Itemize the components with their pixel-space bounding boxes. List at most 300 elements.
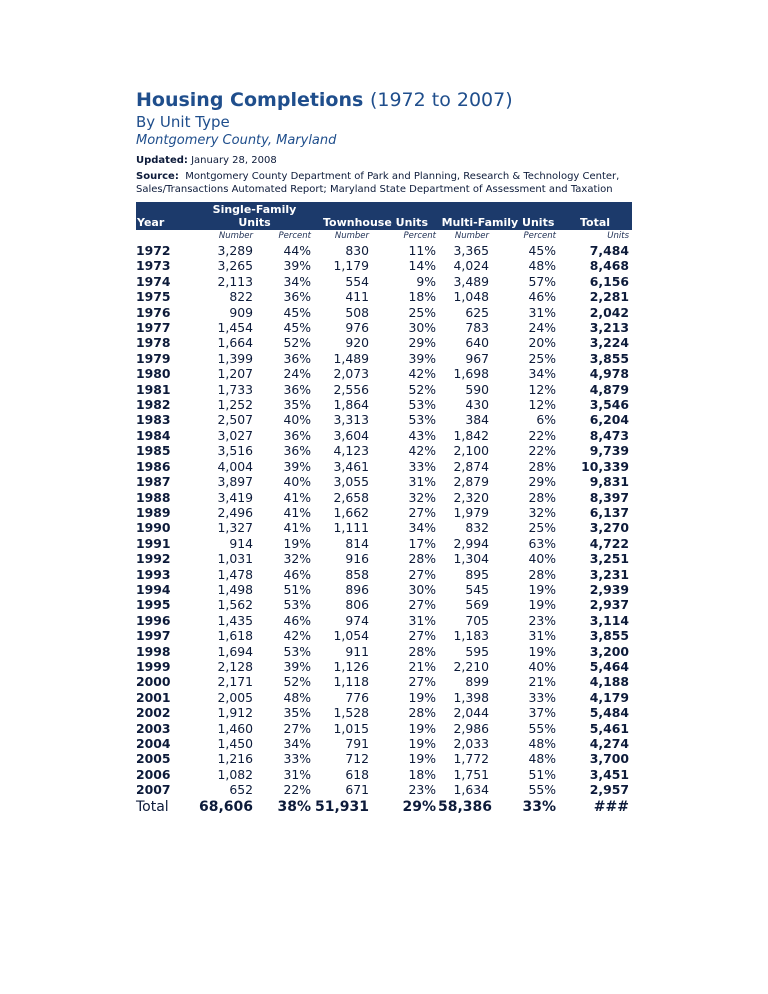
cell-mf-number: 2,100 <box>453 443 489 459</box>
cell-year: 1982 <box>136 397 171 413</box>
cell-th-percent: 19% <box>408 720 436 736</box>
table-row <box>136 397 632 412</box>
cell-mf-percent: 12% <box>528 397 556 413</box>
cell-mf-number: 2,044 <box>453 705 489 721</box>
cell-sf-number: 68,606 <box>198 798 253 815</box>
cell-sf-number: 1,031 <box>217 551 253 567</box>
cell-year: 2005 <box>136 751 171 767</box>
cell-mf-percent: 46% <box>528 289 556 305</box>
cell-th-percent: 23% <box>408 782 436 798</box>
cell-mf-percent: 31% <box>528 304 556 320</box>
cell-mf-number: 1,634 <box>453 782 489 798</box>
table-row <box>136 412 632 427</box>
cell-mf-percent: 25% <box>528 520 556 536</box>
cell-mf-number: 1,751 <box>453 766 489 782</box>
cell-th-percent: 42% <box>408 443 436 459</box>
cell-th-percent: 53% <box>408 412 436 428</box>
cell-year: 1976 <box>136 304 171 320</box>
cell-total-units: 4,274 <box>589 736 629 751</box>
cell-th-percent: 17% <box>408 535 436 551</box>
cell-th-percent: 31% <box>408 474 436 490</box>
cell-sf-number: 1,399 <box>217 350 253 366</box>
cell-mf-number: 640 <box>465 335 489 351</box>
cell-mf-number: 569 <box>465 597 489 613</box>
cell-sf-number: 2,507 <box>217 412 253 428</box>
cell-th-number: 671 <box>345 782 369 798</box>
table-row <box>136 366 632 381</box>
cell-th-percent: 30% <box>408 581 436 597</box>
cell-sf-number: 652 <box>229 782 253 798</box>
cell-mf-number: 4,024 <box>453 258 489 274</box>
cell-th-percent: 11% <box>408 243 436 258</box>
cell-mf-percent: 48% <box>528 258 556 274</box>
table-row <box>136 490 632 505</box>
cell-mf-number: 2,320 <box>453 489 489 505</box>
cell-mf-number: 58,386 <box>438 798 493 815</box>
table-row <box>136 582 632 597</box>
cell-year: 1993 <box>136 566 171 582</box>
cell-th-number: 1,864 <box>333 397 369 413</box>
subheader-number: Number <box>334 231 369 241</box>
cell-sf-number: 1,733 <box>217 381 253 397</box>
subheader-blank <box>136 230 196 243</box>
cell-sf-percent: 24% <box>283 366 311 382</box>
county-name: Montgomery County, Maryland <box>136 133 337 148</box>
cell-th-number: 830 <box>345 243 369 258</box>
cell-sf-number: 3,419 <box>217 489 253 505</box>
cell-sf-percent: 40% <box>283 474 311 490</box>
cell-total-units: 3,700 <box>589 751 629 767</box>
cell-th-number: 806 <box>345 597 369 613</box>
cell-sf-number: 1,460 <box>217 720 253 736</box>
cell-year: 1997 <box>136 628 171 644</box>
cell-total-units: 3,200 <box>589 643 629 659</box>
table-header-row <box>136 202 632 230</box>
cell-year: 2001 <box>136 689 171 705</box>
cell-mf-number: 895 <box>465 566 489 582</box>
cell-sf-number: 2,496 <box>217 504 253 520</box>
cell-sf-percent: 38% <box>277 798 311 815</box>
cell-sf-percent: 52% <box>283 674 311 690</box>
cell-th-number: 1,015 <box>333 720 369 736</box>
cell-sf-percent: 34% <box>283 736 311 751</box>
table-row <box>136 597 632 612</box>
cell-th-percent: 53% <box>408 397 436 413</box>
housing-completions-table <box>136 202 632 816</box>
cell-mf-number: 430 <box>465 397 489 413</box>
cell-mf-number: 384 <box>465 412 489 428</box>
cell-th-number: 2,658 <box>333 489 369 505</box>
cell-th-percent: 29% <box>408 335 436 351</box>
cell-th-percent: 27% <box>408 628 436 644</box>
cell-mf-number: 625 <box>465 304 489 320</box>
table-row <box>136 551 632 566</box>
cell-th-number: 618 <box>345 766 369 782</box>
cell-mf-percent: 19% <box>528 581 556 597</box>
cell-sf-percent: 45% <box>283 304 311 320</box>
cell-total-units: 3,251 <box>589 551 629 567</box>
header-multi-family: Multi-Family Units <box>438 202 558 230</box>
cell-th-number: 1,126 <box>333 658 369 674</box>
cell-year: 1973 <box>136 258 171 274</box>
cell-sf-number: 3,027 <box>217 427 253 443</box>
cell-mf-number: 899 <box>465 674 489 690</box>
cell-year: 1999 <box>136 658 171 674</box>
cell-th-number: 776 <box>345 689 369 705</box>
cell-year: 1989 <box>136 504 171 520</box>
cell-th-number: 814 <box>345 535 369 551</box>
cell-mf-number: 967 <box>465 350 489 366</box>
cell-mf-percent: 57% <box>528 273 556 289</box>
table-row <box>136 320 632 335</box>
cell-sf-number: 1,478 <box>217 566 253 582</box>
cell-th-number: 3,313 <box>333 412 369 428</box>
cell-sf-number: 914 <box>229 535 253 551</box>
cell-mf-number: 1,698 <box>453 366 489 382</box>
cell-total-units: 3,213 <box>589 320 629 336</box>
cell-mf-percent: 34% <box>528 366 556 382</box>
cell-sf-percent: 36% <box>283 289 311 305</box>
cell-total-units: 4,188 <box>589 674 629 690</box>
cell-year: 1994 <box>136 581 171 597</box>
table-row <box>136 289 632 304</box>
cell-total-units: 2,957 <box>589 782 629 798</box>
cell-th-number: 1,662 <box>333 504 369 520</box>
cell-year: 1977 <box>136 320 171 336</box>
table-row <box>136 782 632 797</box>
table-row <box>136 474 632 489</box>
cell-total-units: 3,231 <box>589 566 629 582</box>
cell-th-number: 896 <box>345 581 369 597</box>
cell-th-number: 554 <box>345 273 369 289</box>
cell-mf-number: 705 <box>465 612 489 628</box>
cell-total-units: 4,722 <box>589 535 629 551</box>
cell-sf-number: 1,327 <box>217 520 253 536</box>
cell-total-units: 3,451 <box>589 766 629 782</box>
cell-sf-number: 1,912 <box>217 705 253 721</box>
table-row <box>136 274 632 289</box>
cell-sf-number: 3,265 <box>217 258 253 274</box>
cell-sf-number: 3,516 <box>217 443 253 459</box>
cell-th-number: 1,489 <box>333 350 369 366</box>
cell-year: 1985 <box>136 443 171 459</box>
cell-total-units: 2,281 <box>589 289 629 305</box>
cell-th-percent: 43% <box>408 427 436 443</box>
cell-sf-percent: 31% <box>283 766 311 782</box>
cell-total-units: ### <box>593 798 629 815</box>
cell-sf-percent: 39% <box>283 458 311 474</box>
cell-year: 1975 <box>136 289 171 305</box>
cell-mf-percent: 19% <box>528 643 556 659</box>
cell-mf-percent: 31% <box>528 628 556 644</box>
cell-th-number: 712 <box>345 751 369 767</box>
cell-sf-percent: 45% <box>283 320 311 336</box>
cell-sf-percent: 36% <box>283 350 311 366</box>
cell-th-percent: 27% <box>408 674 436 690</box>
subheader-number: Number <box>454 231 489 241</box>
table-row <box>136 751 632 766</box>
cell-mf-number: 2,033 <box>453 736 489 751</box>
cell-th-percent: 21% <box>408 658 436 674</box>
cell-mf-percent: 40% <box>528 658 556 674</box>
cell-mf-percent: 33% <box>528 689 556 705</box>
cell-year: 1983 <box>136 412 171 428</box>
cell-th-number: 1,179 <box>333 258 369 274</box>
cell-sf-percent: 52% <box>283 335 311 351</box>
cell-mf-percent: 45% <box>528 243 556 258</box>
cell-sf-percent: 27% <box>283 720 311 736</box>
cell-mf-number: 1,398 <box>453 689 489 705</box>
cell-sf-percent: 39% <box>283 658 311 674</box>
cell-sf-number: 1,454 <box>217 320 253 336</box>
cell-th-number: 1,054 <box>333 628 369 644</box>
cell-year: 2002 <box>136 705 171 721</box>
source-line-2: Sales/Transactions Automated Report; Maryland State Department of Assessment and Taxation <box>136 184 613 195</box>
cell-th-percent: 34% <box>408 520 436 536</box>
cell-sf-number: 1,694 <box>217 643 253 659</box>
cell-th-percent: 28% <box>408 551 436 567</box>
cell-th-number: 508 <box>345 304 369 320</box>
cell-year: 2000 <box>136 674 171 690</box>
cell-th-number: 858 <box>345 566 369 582</box>
cell-mf-percent: 28% <box>528 458 556 474</box>
cell-th-number: 1,111 <box>333 520 369 536</box>
table-row <box>136 351 632 366</box>
table-row <box>136 721 632 736</box>
cell-th-number: 791 <box>345 736 369 751</box>
table-row <box>136 335 632 350</box>
cell-th-percent: 27% <box>408 504 436 520</box>
cell-total-units: 5,461 <box>589 720 629 736</box>
cell-th-number: 4,123 <box>333 443 369 459</box>
cell-total-units: 4,179 <box>589 689 629 705</box>
cell-total-units: 6,137 <box>589 504 629 520</box>
cell-sf-percent: 46% <box>283 566 311 582</box>
table-row <box>136 736 632 751</box>
cell-mf-number: 3,365 <box>453 243 489 258</box>
cell-mf-percent: 55% <box>528 782 556 798</box>
cell-total-units: 9,739 <box>589 443 629 459</box>
cell-th-percent: 9% <box>416 273 436 289</box>
cell-sf-number: 1,618 <box>217 628 253 644</box>
source-note <box>136 170 632 196</box>
cell-total-units: 4,978 <box>589 366 629 382</box>
cell-sf-percent: 32% <box>283 551 311 567</box>
cell-mf-percent: 25% <box>528 350 556 366</box>
header-single-family-label: Single-Family Units <box>212 203 297 229</box>
cell-sf-percent: 36% <box>283 381 311 397</box>
cell-year: 1986 <box>136 458 171 474</box>
cell-th-percent: 27% <box>408 566 436 582</box>
cell-th-percent: 28% <box>408 643 436 659</box>
cell-sf-percent: 33% <box>283 751 311 767</box>
cell-th-number: 51,931 <box>314 798 369 815</box>
cell-total-units: 3,270 <box>589 520 629 536</box>
table-row <box>136 613 632 628</box>
cell-mf-percent: 63% <box>528 535 556 551</box>
cell-th-number: 411 <box>345 289 369 305</box>
table-subheader-row <box>136 230 632 243</box>
cell-year: 1981 <box>136 381 171 397</box>
table-row <box>136 505 632 520</box>
table-row <box>136 659 632 674</box>
cell-sf-percent: 22% <box>283 782 311 798</box>
cell-th-percent: 14% <box>408 258 436 274</box>
table-row <box>136 674 632 689</box>
cell-mf-number: 2,994 <box>453 535 489 551</box>
cell-mf-percent: 28% <box>528 566 556 582</box>
cell-th-percent: 32% <box>408 489 436 505</box>
cell-mf-percent: 24% <box>528 320 556 336</box>
table-row <box>136 767 632 782</box>
cell-sf-number: 1,664 <box>217 335 253 351</box>
cell-sf-number: 3,289 <box>217 243 253 258</box>
cell-mf-number: 2,879 <box>453 474 489 490</box>
cell-year: 1972 <box>136 243 171 258</box>
table-row <box>136 644 632 659</box>
cell-sf-percent: 40% <box>283 412 311 428</box>
cell-mf-percent: 48% <box>528 736 556 751</box>
cell-th-percent: 19% <box>408 736 436 751</box>
cell-year: 1984 <box>136 427 171 443</box>
cell-sf-percent: 46% <box>283 612 311 628</box>
cell-sf-number: 2,171 <box>217 674 253 690</box>
cell-th-percent: 31% <box>408 612 436 628</box>
cell-total-units: 6,204 <box>589 412 629 428</box>
cell-th-percent: 28% <box>408 705 436 721</box>
table-row <box>136 628 632 643</box>
cell-mf-percent: 48% <box>528 751 556 767</box>
total-row <box>136 798 632 816</box>
cell-total-units: 2,939 <box>589 581 629 597</box>
cell-th-number: 1,118 <box>333 674 369 690</box>
cell-year: Total <box>136 798 169 815</box>
updated-line <box>136 154 632 168</box>
cell-mf-number: 783 <box>465 320 489 336</box>
cell-mf-percent: 22% <box>528 443 556 459</box>
cell-year: 1996 <box>136 612 171 628</box>
header-total: Total <box>558 202 632 230</box>
cell-mf-percent: 51% <box>528 766 556 782</box>
cell-th-number: 3,461 <box>333 458 369 474</box>
cell-sf-percent: 41% <box>283 520 311 536</box>
cell-sf-percent: 42% <box>283 628 311 644</box>
table-row <box>136 690 632 705</box>
cell-year: 1990 <box>136 520 171 536</box>
cell-mf-percent: 33% <box>522 798 556 815</box>
cell-sf-number: 2,113 <box>217 273 253 289</box>
cell-total-units: 3,855 <box>589 350 629 366</box>
cell-sf-number: 1,498 <box>217 581 253 597</box>
cell-th-percent: 29% <box>402 798 436 815</box>
cell-mf-number: 832 <box>465 520 489 536</box>
header-townhouse: Townhouse Units <box>313 202 438 230</box>
source-line-1: Montgomery County Department of Park and Planning, Research & Technology Center, <box>185 171 620 182</box>
table-row <box>136 567 632 582</box>
table-row <box>136 243 632 258</box>
cell-sf-percent: 35% <box>283 705 311 721</box>
subheader-percent: Percent <box>403 231 436 241</box>
cell-sf-percent: 41% <box>283 489 311 505</box>
cell-sf-percent: 51% <box>283 581 311 597</box>
source-label: Source: <box>136 171 179 182</box>
table-row <box>136 705 632 720</box>
subheader-number: Number <box>218 231 253 241</box>
cell-th-percent: 30% <box>408 320 436 336</box>
cell-sf-percent: 53% <box>283 643 311 659</box>
cell-sf-percent: 53% <box>283 597 311 613</box>
cell-th-percent: 52% <box>408 381 436 397</box>
table-row <box>136 428 632 443</box>
cell-year: 1978 <box>136 335 171 351</box>
cell-sf-percent: 39% <box>283 258 311 274</box>
cell-sf-percent: 36% <box>283 427 311 443</box>
cell-sf-number: 1,562 <box>217 597 253 613</box>
cell-mf-percent: 32% <box>528 504 556 520</box>
cell-total-units: 8,397 <box>589 489 629 505</box>
title-range: (1972 to 2007) <box>369 89 513 111</box>
cell-total-units: 8,473 <box>589 427 629 443</box>
cell-mf-percent: 20% <box>528 335 556 351</box>
cell-sf-percent: 19% <box>283 535 311 551</box>
updated-label: Updated: <box>136 155 188 166</box>
cell-sf-percent: 34% <box>283 273 311 289</box>
cell-th-number: 2,556 <box>333 381 369 397</box>
cell-mf-percent: 22% <box>528 427 556 443</box>
cell-total-units: 5,464 <box>589 658 629 674</box>
cell-year: 1974 <box>136 273 171 289</box>
cell-total-units: 2,042 <box>589 304 629 320</box>
cell-sf-percent: 44% <box>283 243 311 258</box>
cell-total-units: 3,114 <box>589 612 629 628</box>
cell-mf-number: 1,048 <box>453 289 489 305</box>
cell-mf-number: 545 <box>465 581 489 597</box>
cell-th-percent: 19% <box>408 751 436 767</box>
cell-mf-number: 1,842 <box>453 427 489 443</box>
subheader-percent: Percent <box>523 231 556 241</box>
cell-year: 2007 <box>136 782 171 798</box>
cell-th-number: 2,073 <box>333 366 369 382</box>
cell-mf-number: 1,183 <box>453 628 489 644</box>
cell-sf-number: 3,897 <box>217 474 253 490</box>
cell-total-units: 9,831 <box>589 474 629 490</box>
cell-sf-number: 1,450 <box>217 736 253 751</box>
cell-sf-percent: 41% <box>283 504 311 520</box>
cell-th-percent: 18% <box>408 289 436 305</box>
cell-mf-number: 595 <box>465 643 489 659</box>
cell-total-units: 2,937 <box>589 597 629 613</box>
cell-sf-number: 1,216 <box>217 751 253 767</box>
cell-mf-percent: 40% <box>528 551 556 567</box>
header-single-family <box>196 202 313 230</box>
cell-year: 1987 <box>136 474 171 490</box>
cell-year: 1991 <box>136 535 171 551</box>
cell-year: 1988 <box>136 489 171 505</box>
title-text: Housing Completions <box>136 89 364 111</box>
page-title <box>136 88 632 112</box>
cell-mf-percent: 55% <box>528 720 556 736</box>
cell-th-percent: 33% <box>408 458 436 474</box>
cell-mf-percent: 6% <box>536 412 556 428</box>
cell-year: 1998 <box>136 643 171 659</box>
cell-th-number: 3,055 <box>333 474 369 490</box>
subheader-units: Units <box>607 231 629 241</box>
cell-sf-number: 2,128 <box>217 658 253 674</box>
cell-total-units: 3,546 <box>589 397 629 413</box>
cell-year: 1980 <box>136 366 171 382</box>
cell-year: 2006 <box>136 766 171 782</box>
cell-total-units: 6,156 <box>589 273 629 289</box>
